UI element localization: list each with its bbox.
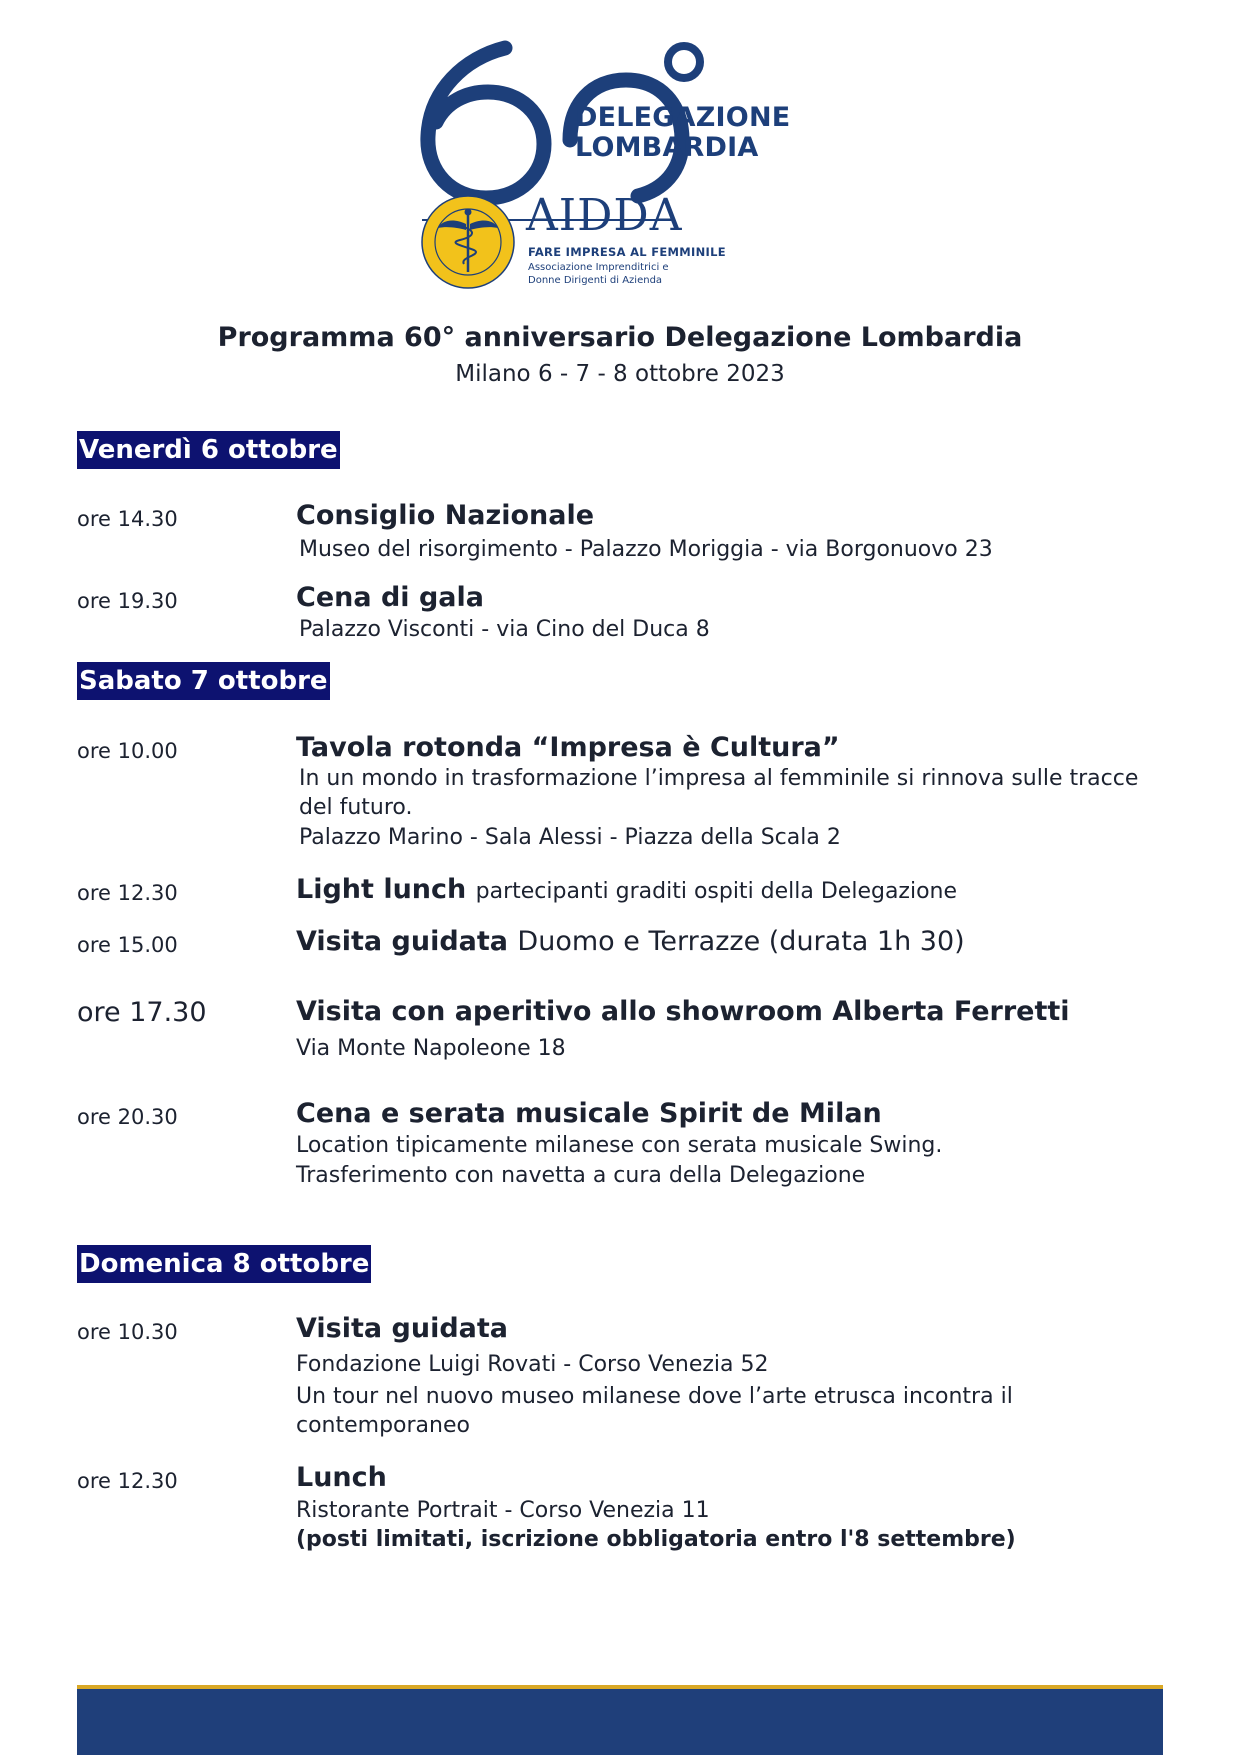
event-title: Consiglio Nazionale <box>296 500 595 531</box>
event-detail: Ristorante Portrait - Corso Venezia 11 <box>296 1498 710 1523</box>
delegation-line-1: DELEGAZIONE <box>575 102 791 133</box>
day-header-friday: Venerdì 6 ottobre <box>77 431 340 469</box>
event-title: Visita con aperitivo allo showroom Alberta Ferretti <box>296 996 1070 1027</box>
event-detail: Un tour nel nuovo museo milanese dove l’arte etrusca incontra il <box>296 1384 1013 1409</box>
day-header-sunday: Domenica 8 ottobre <box>77 1245 371 1283</box>
event-title-rest: Duomo e Terrazze (durata 1h 30) <box>517 926 965 957</box>
delegation-line-2: LOMBARDIA <box>575 132 759 163</box>
event-time: ore 15.00 <box>77 933 178 957</box>
page-subtitle: Milano 6 - 7 - 8 ottobre 2023 <box>455 361 785 387</box>
event-title: Tavola rotonda “Impresa è Cultura” <box>296 732 840 763</box>
aidda-seal-icon <box>420 194 516 290</box>
event-time: ore 10.30 <box>77 1320 178 1344</box>
event-title: Lunch <box>296 1462 387 1493</box>
event-detail: del futuro. <box>299 795 413 820</box>
page-title: Programma 60° anniversario Delegazione Lombardia <box>217 322 1023 353</box>
event-detail: Museo del risorgimento - Palazzo Moriggia - via Borgonuovo 23 <box>299 537 993 562</box>
event-detail: Trasferimento con navetta a cura della Delegazione <box>296 1163 866 1188</box>
event-title: Cena e serata musicale Spirit de Milan <box>296 1098 882 1129</box>
footer-bar <box>77 1689 1163 1755</box>
day-header-saturday: Sabato 7 ottobre <box>77 662 330 700</box>
aidda-name: AIDDA <box>526 190 683 241</box>
event-title <box>296 926 965 957</box>
event-time: ore 14.30 <box>77 507 178 531</box>
event-detail: Fondazione Luigi Rovati - Corso Venezia 52 <box>296 1352 769 1377</box>
aidda-subtitle-2: Donne Dirigenti di Azienda <box>528 275 663 286</box>
event-detail: Palazzo Marino - Sala Alessi - Piazza della Scala 2 <box>299 825 841 850</box>
event-title: Visita guidata <box>296 1313 509 1344</box>
event-time: ore 19.30 <box>77 589 178 613</box>
event-time: ore 10.00 <box>77 739 178 763</box>
event-detail: Location tipicamente milanese con serata musicale Swing. <box>296 1133 943 1158</box>
event-time: ore 17.30 <box>77 997 207 1028</box>
event-time: ore 20.30 <box>77 1105 178 1129</box>
event-note: (posti limitati, iscrizione obbligatoria entro l'8 settembre) <box>296 1527 1016 1552</box>
event-time: ore 12.30 <box>77 881 178 905</box>
event-detail: Via Monte Napoleone 18 <box>296 1036 566 1061</box>
event-title-rest: partecipanti graditi ospiti della Delegazione <box>475 879 958 904</box>
aidda-tagline: FARE IMPRESA AL FEMMINILE <box>528 245 726 259</box>
event-title <box>296 874 957 905</box>
event-title-bold: Light lunch <box>296 874 467 905</box>
aidda-subtitle-1: Associazione Imprenditrici e <box>528 262 669 273</box>
event-title-bold: Visita guidata <box>296 926 509 957</box>
event-detail: contemporaneo <box>296 1413 470 1438</box>
event-time: ore 12.30 <box>77 1469 178 1493</box>
event-detail: Palazzo Visconti - via Cino del Duca 8 <box>299 617 710 642</box>
event-title: Cena di gala <box>296 582 484 613</box>
event-detail: In un mondo in trasformazione l’impresa al femminile si rinnova sulle tracce <box>299 766 1139 791</box>
